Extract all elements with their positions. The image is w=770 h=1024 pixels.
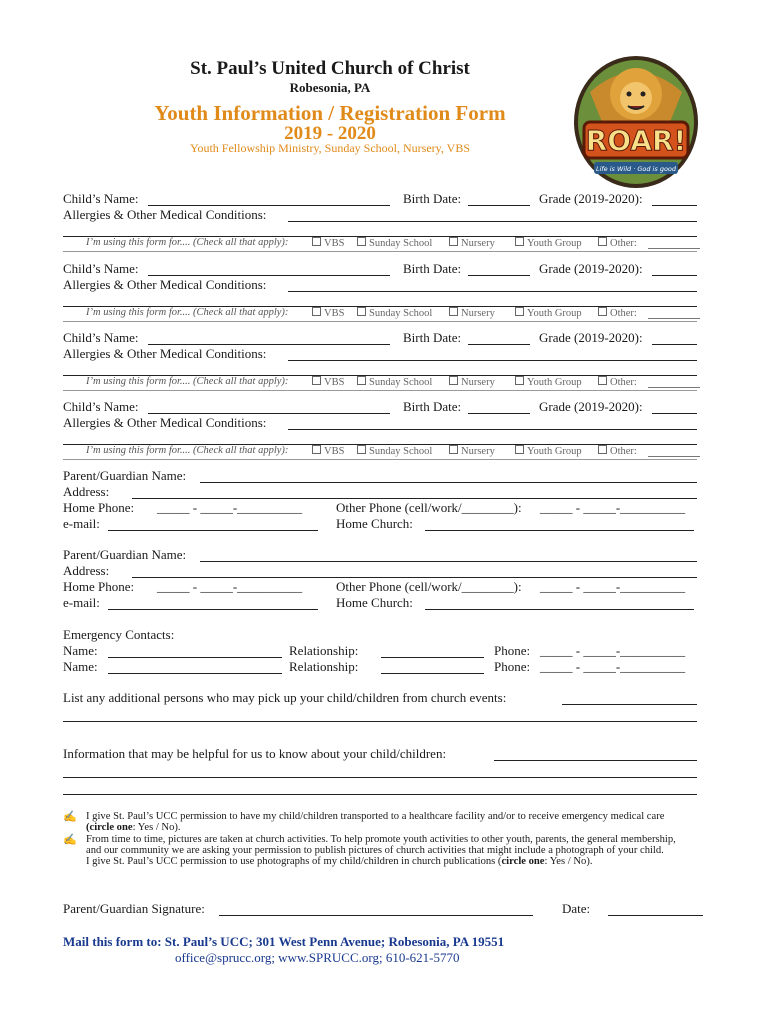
ministries-subtitle: Youth Fellowship Ministry, Sunday School, Nursery, VBS — [189, 141, 471, 155]
checkbox-icon[interactable] — [357, 307, 366, 316]
child1-using-label: I’m using this form for.... (Check all that apply): — [86, 237, 289, 248]
checkbox-icon[interactable] — [449, 307, 458, 316]
child4-name-label: Child’s Name: — [63, 399, 139, 414]
child4-option-0-label: VBS — [324, 446, 345, 457]
child3-option-2-label: Nursery — [461, 377, 495, 388]
checkbox-icon[interactable] — [598, 237, 607, 246]
child1-option-3-label: Youth Group — [527, 238, 582, 249]
guardian2-other-phone-label: Other Phone (cell/work/________): — [336, 579, 522, 594]
permission-photos-line2: and our community we are asking your permission to publish pictures of church activities that might include a photograph of your child. — [86, 845, 664, 856]
guardian2-name-label: Parent/Guardian Name: — [63, 547, 187, 562]
child3-option-1[interactable] — [357, 376, 432, 388]
logo-tagline: Life is Wild · God is good — [595, 165, 677, 173]
child2-other-field[interactable] — [648, 318, 700, 319]
guardian1-address-label: Address: — [63, 484, 110, 499]
checkbox-icon[interactable] — [515, 307, 524, 316]
child1-option-1[interactable] — [357, 237, 432, 249]
child3-option-3[interactable] — [515, 376, 582, 388]
child2-name-field[interactable] — [148, 275, 390, 276]
guardian1-name-label: Parent/Guardian Name: — [63, 468, 187, 483]
emergency2-phone-label: Phone: — [494, 659, 531, 674]
guardian1-other-phone-label: Other Phone (cell/work/________): — [336, 500, 522, 515]
child2-using-label: I’m using this form for.... (Check all that apply): — [86, 307, 289, 318]
guardian2-address-field[interactable] — [132, 577, 697, 578]
child1-option-0-label: VBS — [324, 238, 345, 249]
child1-option-1-label: Sunday School — [369, 238, 433, 249]
guardian2-address-label: Address: — [63, 563, 110, 578]
guardian1-email-field[interactable] — [108, 530, 318, 531]
checkbox-icon[interactable] — [515, 376, 524, 385]
child2-birth-field[interactable] — [468, 275, 530, 276]
pickup-field-1[interactable] — [562, 704, 697, 705]
checkbox-icon[interactable] — [449, 445, 458, 454]
emergency-title: Emergency Contacts: — [63, 627, 175, 642]
logo-word: ROAR! — [585, 124, 687, 157]
contact-line: office@sprucc.org; www.SPRUCC.org; 610-621-5770 — [175, 950, 460, 965]
guardian2-other-phone-field[interactable]: _____ - _____-__________ — [540, 579, 686, 594]
checkbox-icon[interactable] — [515, 237, 524, 246]
guardian2-home-phone-field[interactable]: _____ - _____-__________ — [157, 579, 303, 594]
child2-birth-label: Birth Date: — [403, 261, 462, 276]
child2-option-4-label: Other: — [610, 308, 637, 319]
pickup-field-2[interactable] — [63, 721, 697, 722]
date-label: Date: — [562, 901, 591, 916]
child1-name-field[interactable] — [148, 205, 390, 206]
checkbox-icon[interactable] — [312, 237, 321, 246]
child1-option-3[interactable] — [515, 237, 582, 249]
emergency2-name-field[interactable] — [108, 673, 282, 674]
emergency1-relationship-field[interactable] — [381, 657, 484, 658]
circle-one-label-2: circle one — [501, 856, 545, 867]
checkbox-icon[interactable] — [449, 237, 458, 246]
guardian2-church-field[interactable] — [425, 609, 694, 610]
permission-medical-line1: I give St. Paul’s UCC permission to have my child/children transported to a healthcare facility and/or to receive emergency medical care — [86, 811, 665, 822]
child4-option-2-label: Nursery — [461, 446, 495, 457]
child3-name-field[interactable] — [148, 344, 390, 345]
child3-option-3-label: Youth Group — [527, 377, 582, 388]
guardian1-other-phone-field[interactable]: _____ - _____-__________ — [540, 500, 686, 515]
child4-name-field[interactable] — [148, 413, 390, 414]
child3-using-label: I’m using this form for.... (Check all that apply): — [86, 376, 289, 387]
child4-using-label: I’m using this form for.... (Check all that apply): — [86, 445, 289, 456]
child2-option-0-label: VBS — [324, 308, 345, 319]
child2-option-1-label: Sunday School — [369, 308, 433, 319]
guardian2-home-phone-label: Home Phone: — [63, 579, 135, 594]
child3-option-2[interactable] — [449, 376, 495, 388]
guardian1-church-field[interactable] — [425, 530, 694, 531]
info-label: Information that may be helpful for us to know about your child/children: — [63, 746, 447, 761]
guardian1-home-phone-label: Home Phone: — [63, 500, 135, 515]
child2-allergy-field-1[interactable] — [288, 291, 697, 292]
child1-name-label: Child’s Name: — [63, 191, 139, 206]
child3-grade-field[interactable] — [652, 344, 697, 345]
child1-allergy-field-1[interactable] — [288, 221, 697, 222]
child1-option-2-label: Nursery — [461, 238, 495, 249]
checkbox-icon[interactable] — [515, 445, 524, 454]
emergency1-relationship-label: Relationship: — [289, 643, 359, 658]
child4-grade-field[interactable] — [652, 413, 697, 414]
circle-one-options-2: : Yes / No). — [544, 856, 593, 867]
child1-grade-field[interactable] — [652, 205, 697, 206]
circle-one-options-1: : Yes / No). — [132, 822, 181, 833]
permission-medical-line2 — [86, 822, 664, 833]
checkbox-icon[interactable] — [598, 445, 607, 454]
child4-other-field[interactable] — [648, 456, 700, 457]
child2-option-3-label: Youth Group — [527, 308, 582, 319]
child3-allergy-label: Allergies & Other Medical Conditions: — [63, 346, 267, 361]
circle-one-label-1: (circle one — [86, 822, 133, 833]
emergency2-name-label: Name: — [63, 659, 98, 674]
child1-option-0[interactable] — [312, 237, 344, 249]
hand-write-icon-1: ✍ — [63, 811, 77, 823]
signature-label: Parent/Guardian Signature: — [63, 901, 205, 916]
child3-divider — [63, 390, 697, 391]
child4-divider — [63, 459, 697, 460]
child4-option-2[interactable] — [449, 445, 495, 457]
child1-birth-label: Birth Date: — [403, 191, 462, 206]
child4-option-1-label: Sunday School — [369, 446, 433, 457]
child1-birth-field[interactable] — [468, 205, 530, 206]
mail-line: Mail this form to: St. Paul’s UCC; 301 West Penn Avenue; Robesonia, PA 19551 — [63, 934, 505, 949]
child1-option-4-label: Other: — [610, 238, 637, 249]
child2-option-2-label: Nursery — [461, 308, 495, 319]
child1-option-4[interactable] — [598, 237, 637, 249]
child3-option-4-label: Other: — [610, 377, 637, 388]
church-name: St. Paul’s United Church of Christ — [190, 58, 470, 79]
guardian2-email-field[interactable] — [108, 609, 318, 610]
child1-grade-label: Grade (2019-2020): — [539, 191, 643, 206]
emergency2-relationship-field[interactable] — [381, 673, 484, 674]
checkbox-icon[interactable] — [312, 376, 321, 385]
guardian1-email-label: e-mail: — [63, 516, 100, 531]
emergency1-phone-label: Phone: — [494, 643, 531, 658]
child4-option-3-label: Youth Group — [527, 446, 582, 457]
roar-vbs-logo — [570, 52, 702, 190]
child4-option-1[interactable] — [357, 445, 432, 457]
emergency2-phone-field[interactable]: _____ - _____-__________ — [540, 659, 686, 674]
permission-medical — [86, 811, 664, 833]
child3-allergy-field-1[interactable] — [288, 360, 697, 361]
guardian2-church-label: Home Church: — [336, 595, 413, 610]
child2-option-4[interactable] — [598, 307, 637, 319]
child4-option-4-label: Other: — [610, 446, 637, 457]
child2-option-1[interactable] — [357, 307, 432, 319]
checkbox-icon[interactable] — [312, 445, 321, 454]
photo-permission-text: I give St. Paul’s UCC permission to use photographs of my child/children in church publications ( — [86, 856, 502, 867]
child1-allergy-label: Allergies & Other Medical Conditions: — [63, 207, 267, 222]
guardian1-address-field[interactable] — [132, 498, 697, 499]
child1-divider — [63, 251, 697, 252]
child3-option-4[interactable] — [598, 376, 637, 388]
child1-other-field[interactable] — [648, 248, 700, 249]
child3-name-label: Child’s Name: — [63, 330, 139, 345]
checkbox-icon[interactable] — [598, 376, 607, 385]
checkbox-icon[interactable] — [357, 376, 366, 385]
child4-birth-field[interactable] — [468, 413, 530, 414]
child4-birth-label: Birth Date: — [403, 399, 462, 414]
child3-grade-label: Grade (2019-2020): — [539, 330, 643, 345]
guardian2-email-label: e-mail: — [63, 595, 100, 610]
form-title: Youth Information / Registration Form — [154, 101, 506, 125]
guardian1-church-label: Home Church: — [336, 516, 413, 531]
child2-grade-label: Grade (2019-2020): — [539, 261, 643, 276]
child4-option-3[interactable] — [515, 445, 582, 457]
child4-grade-label: Grade (2019-2020): — [539, 399, 643, 414]
guardian1-name-field[interactable] — [200, 482, 697, 483]
guardian2-name-field[interactable] — [200, 561, 697, 562]
signature-field[interactable] — [219, 915, 533, 916]
child2-grade-field[interactable] — [652, 275, 697, 276]
info-field-3[interactable] — [63, 794, 697, 795]
child3-option-1-label: Sunday School — [369, 377, 433, 388]
emergency1-name-field[interactable] — [108, 657, 282, 658]
child2-divider — [63, 321, 697, 322]
checkbox-icon[interactable] — [598, 307, 607, 316]
child3-option-0-label: VBS — [324, 377, 345, 388]
guardian1-home-phone-field[interactable]: _____ - _____-__________ — [157, 500, 303, 515]
emergency2-relationship-label: Relationship: — [289, 659, 359, 674]
child3-other-field[interactable] — [648, 387, 700, 388]
church-town: Robesonia, PA — [289, 80, 371, 95]
child4-allergy-field-1[interactable] — [288, 429, 697, 430]
child2-option-2[interactable] — [449, 307, 495, 319]
emergency1-name-label: Name: — [63, 643, 98, 658]
checkbox-icon[interactable] — [357, 237, 366, 246]
emergency1-phone-field[interactable]: _____ - _____-__________ — [540, 643, 686, 658]
checkbox-icon[interactable] — [312, 307, 321, 316]
checkbox-icon[interactable] — [357, 445, 366, 454]
info-field-1[interactable] — [494, 760, 697, 761]
checkbox-icon[interactable] — [449, 376, 458, 385]
form-year: 2019 - 2020 — [284, 123, 376, 144]
child2-allergy-label: Allergies & Other Medical Conditions: — [63, 277, 267, 292]
child2-option-0[interactable] — [312, 307, 344, 319]
child3-birth-label: Birth Date: — [403, 330, 462, 345]
pickup-label: List any additional persons who may pick up your child/children from church events: — [63, 690, 507, 705]
child3-option-0[interactable] — [312, 376, 344, 388]
permission-photos-line3 — [86, 856, 676, 867]
child4-option-0[interactable] — [312, 445, 344, 457]
child4-allergy-label: Allergies & Other Medical Conditions: — [63, 415, 267, 430]
permission-photos — [86, 834, 676, 867]
child4-option-4[interactable] — [598, 445, 637, 457]
child3-birth-field[interactable] — [468, 344, 530, 345]
child1-option-2[interactable] — [449, 237, 495, 249]
info-field-2[interactable] — [63, 777, 697, 778]
child2-option-3[interactable] — [515, 307, 582, 319]
permission-photos-line1: From time to time, pictures are taken at church activities. To help promote youth activities to other youth, parents, the general membership, — [86, 834, 676, 845]
hand-write-icon-2: ✍ — [63, 834, 77, 846]
child2-name-label: Child’s Name: — [63, 261, 139, 276]
date-field[interactable] — [608, 915, 703, 916]
